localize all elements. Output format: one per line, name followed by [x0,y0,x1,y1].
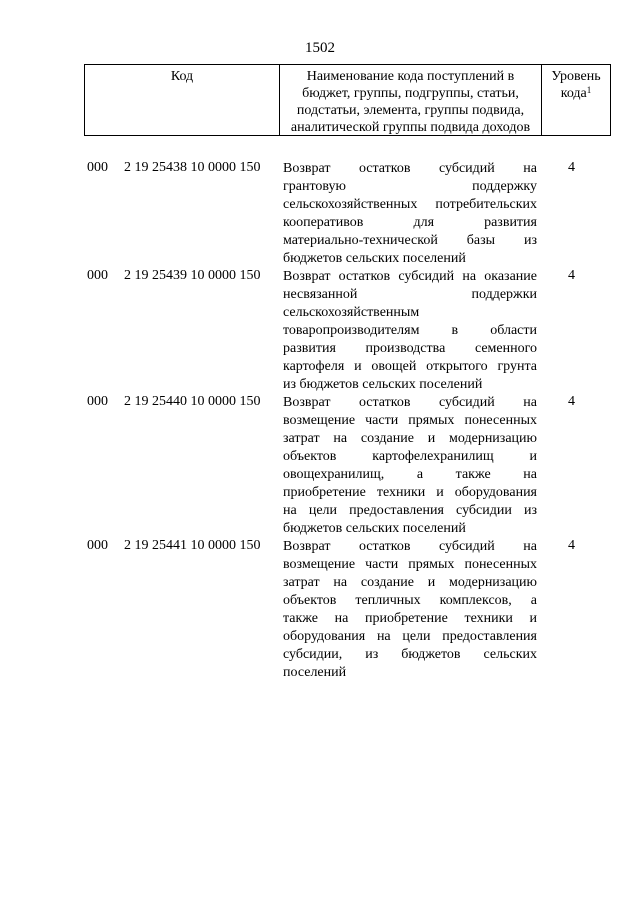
header-level-text: кода [560,86,587,101]
page-number: 1502 [305,40,335,56]
code-level: 4 [568,394,575,409]
code-prefix: 000 [87,268,108,283]
name-line: субсидии, из бюджетов сельских [283,647,537,662]
name-line: бюджетов сельских поселений [283,521,466,536]
header-code: Код [85,65,280,135]
header-name-line: бюджет, группы, подгруппы, статьи, [302,86,519,101]
name-line: оборудования на цели предоставления [283,629,537,644]
name-line: материально-технической базы из [283,233,537,248]
name-line: несвязанной поддержки [283,287,537,302]
header-name-line: подстатьи, элемента, группы подвида, [296,103,525,118]
name-line: из бюджетов сельских поселений [283,377,483,392]
name-line: товаропроизводителям в области [283,323,537,338]
income-code: 2 19 25441 10 0000 150 [124,538,261,553]
income-code: 2 19 25440 10 0000 150 [124,394,261,409]
name-line: картофеля и овощей открытого грунта [283,359,537,374]
code-prefix: 000 [87,394,108,409]
table-row [0,538,640,682]
name-line: на цели предоставления субсидии из [283,503,537,518]
header-level-line2 [542,85,610,102]
code-level: 4 [568,268,575,283]
name-line: овощехранилищ, а также на [283,467,537,482]
header-level-line1: Уровень [551,69,601,84]
income-name [283,160,537,268]
name-line: Возврат остатков субсидий на [283,161,537,176]
income-name [283,394,537,538]
name-line: возмещение части прямых понесенных [283,557,537,572]
header-name-line: Наименование кода поступлений в [306,69,515,84]
header-level [542,65,610,135]
table-header [84,64,611,136]
table-body [0,160,640,682]
income-code: 2 19 25438 10 0000 150 [124,160,261,175]
name-line: кооперативов для развития [283,215,537,230]
table-row [0,160,640,268]
name-line: объектов тепличных комплексов, а [283,593,537,608]
code-level: 4 [568,538,575,553]
name-line: возмещение части прямых понесенных [283,413,537,428]
code-prefix: 000 [87,160,108,175]
header-name [280,65,542,135]
name-line: затрат на создание и модернизацию [283,575,537,590]
income-code: 2 19 25439 10 0000 150 [124,268,261,283]
header-name-line: аналитической группы подвида доходов [290,120,531,135]
name-line: грантовую поддержку [283,179,537,194]
name-line: Возврат остатков субсидий на [283,539,537,554]
income-name [283,538,537,682]
name-line: также на приобретение техники и [283,611,537,626]
name-line: затрат на создание и модернизацию [283,431,537,446]
name-line: бюджетов сельских поселений [283,251,466,266]
name-line: Возврат остатков субсидий на оказание [283,269,537,284]
code-level: 4 [568,160,575,175]
code-prefix: 000 [87,538,108,553]
name-line: приобретение техники и оборудования [283,485,537,500]
name-line: сельскохозяйственным [283,305,420,320]
income-name [283,268,537,394]
name-line: поселений [283,665,347,680]
table-row [0,394,640,538]
name-line: развития производства семенного [283,341,537,356]
name-line: объектов картофелехранилищ и [283,449,537,464]
name-line: Возврат остатков субсидий на [283,395,537,410]
footnote-marker: 1 [586,85,592,95]
table-row [0,268,640,394]
name-line: сельскохозяйственных потребительских [283,197,537,212]
